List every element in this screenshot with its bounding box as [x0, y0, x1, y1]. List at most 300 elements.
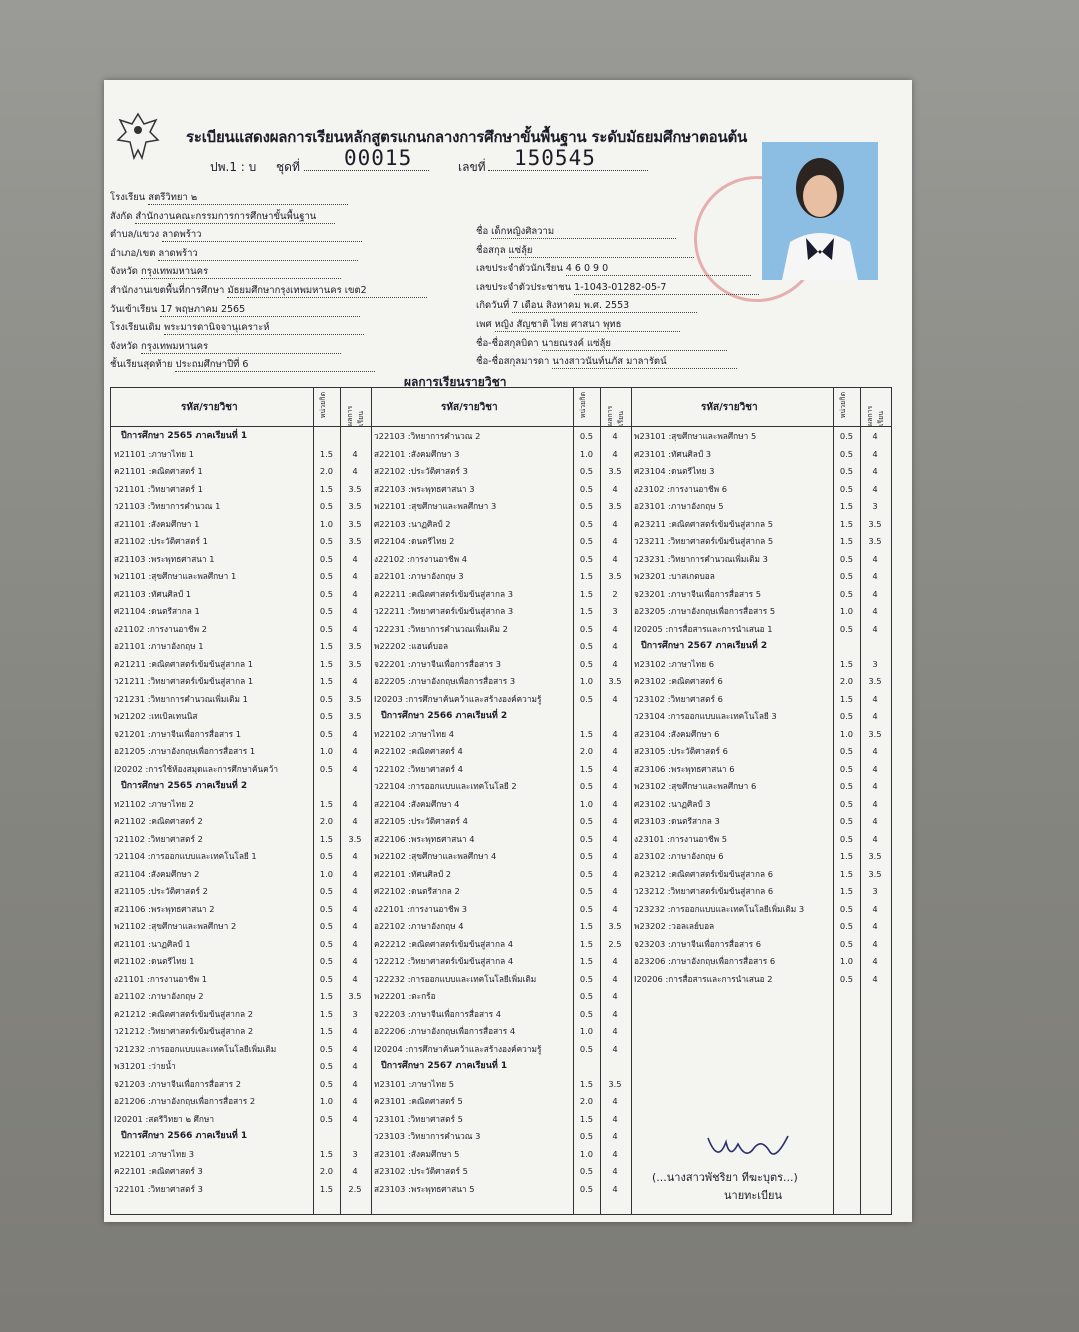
table-row	[111, 918, 371, 936]
credit-value: 2.0	[319, 816, 334, 826]
table-row	[371, 953, 631, 971]
credit-value: 1.5	[839, 693, 854, 704]
grade-value: 4	[352, 676, 358, 686]
subject-name: ส22104 :สังคมศึกษา 4	[374, 798, 460, 809]
info-line	[110, 359, 375, 372]
grade-value: 2.5	[608, 938, 622, 949]
grade-value: 4	[872, 553, 878, 564]
subject-name: ค23102 :คณิตศาสตร์ 6	[634, 676, 723, 686]
subject-name: จ23203 :ภาษาจีนเพื่อการสื่อสาร 6	[634, 938, 762, 949]
table-row	[631, 848, 891, 866]
credit-value: 0.5	[839, 431, 854, 441]
table-row	[371, 603, 631, 621]
grade-value: 4	[612, 1026, 618, 1036]
info-value: สตรีวิทยา ๒	[148, 192, 348, 205]
table-row	[371, 1146, 631, 1164]
subject-name: ง22102 :การงานอาชีพ 4	[374, 553, 468, 564]
table-row	[631, 446, 891, 464]
table-row	[631, 691, 891, 709]
grade-value: 2	[612, 588, 618, 599]
credit-value: 0.5	[579, 991, 594, 1001]
grade-value: 4	[612, 851, 618, 861]
subject-name: ว22231 :วิทยาการคำนวณเพิ่มเติม 2	[374, 623, 508, 634]
subject-name: ว21101 :วิทยาศาสตร์ 1	[114, 483, 203, 494]
subject-header: รหัส/รายวิชา	[441, 402, 498, 413]
credit-value: 1.0	[579, 676, 594, 686]
info-line	[110, 304, 360, 317]
credit-value: 1.0	[319, 1096, 334, 1106]
table-row	[111, 988, 371, 1006]
credit-value: 0.5	[839, 973, 854, 984]
credit-value: 0.5	[579, 693, 594, 704]
credit-header: หน่วยกิต	[839, 392, 847, 419]
table-row	[111, 1163, 371, 1181]
grade-value: 4	[352, 588, 358, 599]
table-row	[631, 901, 891, 919]
credit-value: 0.5	[579, 466, 594, 476]
subject-name: ท22101 :ภาษาไทย 3	[114, 1148, 194, 1159]
info-label: โรงเรียน	[110, 192, 146, 203]
subject-name: ว23102 :วิทยาศาสตร์ 6	[634, 693, 723, 704]
credit-value: 0.5	[839, 588, 854, 599]
grade-value: 4	[612, 763, 618, 774]
table-row	[371, 498, 631, 516]
credit-value: 0.5	[319, 606, 334, 616]
subject-name: อ21101 :ภาษาอังกฤษ 1	[114, 641, 204, 651]
table-row	[111, 1146, 371, 1164]
subject-name: ส23103 :พระพุทธศาสนา 5	[374, 1183, 475, 1194]
info-label: สังกัด	[110, 210, 133, 222]
table-row	[111, 481, 371, 499]
grade-value: 3.5	[348, 536, 362, 546]
grade-value: 3.5	[348, 641, 362, 651]
subject-name: อ22206 :ภาษาอังกฤษเพื่อการสื่อสาร 4	[374, 1026, 516, 1036]
grade-value: 3	[872, 886, 878, 896]
subject-name: ว23212 :วิทยาศาสตร์เข้มข้นสู่สากล 6	[634, 886, 774, 896]
subject-name: ส21101 :สังคมศึกษา 1	[114, 518, 200, 529]
grade-value: 3.5	[348, 501, 362, 511]
subject-name: ว22104 :การออกแบบและเทคโนโลยี 2	[374, 781, 517, 791]
table-row	[111, 848, 371, 866]
grade-value: 4	[612, 816, 618, 826]
subject-name: ว23232 :การออกแบบและเทคโนโลยีเพิ่มเติม 3	[634, 903, 805, 914]
table-row	[371, 901, 631, 919]
info-line	[110, 266, 341, 279]
info-value: 17 พฤษภาคม 2565	[160, 304, 360, 317]
table-row	[371, 813, 631, 831]
table-row	[371, 1006, 631, 1024]
credit-value: 0.5	[319, 973, 334, 984]
grades-column-2	[371, 388, 632, 1214]
credit-value: 0.5	[319, 1061, 334, 1071]
grade-value: 3.5	[348, 518, 362, 529]
subject-name: ว22232 :การออกแบบและเทคโนโลยีเพิ่มเติม	[374, 973, 537, 984]
document-title: ระเบียนแสดงผลการเรียนหลักสูตรแกนกลางการศึกษาขั้นพื้นฐาน ระดับมัธยมศึกษาตอนต้น	[186, 128, 748, 146]
table-row	[371, 1128, 631, 1146]
subject-name: ง21101 :การงานอาชีพ 1	[114, 973, 208, 984]
table-row	[371, 1041, 631, 1059]
table-row	[111, 498, 371, 516]
credit-value: 1.5	[319, 448, 334, 459]
grades-table	[110, 387, 892, 1215]
grade-value: 3.5	[608, 921, 622, 931]
subject-name: ค23101 :คณิตศาสตร์ 5	[374, 1096, 463, 1106]
subject-name: พ21202 :เทเบิลเทนนิส	[114, 711, 198, 721]
credit-value: 1.5	[319, 1148, 334, 1159]
table-row	[111, 1111, 371, 1129]
info-label: ชื่อ-ชื่อสกุลมารดา	[476, 356, 550, 368]
subject-name: ค23212 :คณิตศาสตร์เข้มข้นสู่สากล 6	[634, 868, 773, 879]
subject-name: ศ22102 :ดนตรีสากล 2	[374, 886, 460, 896]
credit-value: 2.0	[319, 1166, 334, 1176]
credit-value: 0.5	[319, 1113, 334, 1124]
grade-value: 3.5	[348, 991, 362, 1001]
subject-name: ท23101 :ภาษาไทย 5	[374, 1078, 454, 1089]
credit-value: 1.5	[579, 1113, 594, 1124]
subject-name: ศ23103 :ดนตรีสากล 3	[634, 816, 720, 826]
credit-value: 1.5	[839, 851, 854, 861]
info-line	[476, 319, 680, 332]
grade-value: 3.5	[608, 466, 622, 476]
info-value: 4 6 0 9 0	[566, 263, 751, 276]
grade-value: 3.5	[868, 518, 882, 529]
grade-value: 4	[612, 973, 618, 984]
term-heading	[111, 1128, 371, 1146]
credit-value: 0.5	[839, 781, 854, 791]
table-rows	[371, 428, 631, 1198]
info-value: หญิง สัญชาติ ไทย ศาสนา พุทธ	[495, 319, 680, 332]
subject-name: ท22102 :ภาษาไทย 4	[374, 728, 454, 739]
subject-name: พ23201 :บาสเกตบอล	[634, 571, 715, 581]
info-value: 7 เดือน สิงหาคม พ.ศ. 2553	[512, 300, 697, 313]
info-label: จังหวัด	[110, 340, 138, 352]
grade-value: 4	[872, 833, 878, 844]
table-row	[371, 831, 631, 849]
table-row	[631, 551, 891, 569]
credit-value: 0.5	[839, 746, 854, 756]
info-value: สำนักงานคณะกรรมการการศึกษาขั้นพื้นฐาน	[135, 211, 335, 224]
info-value: เด็กหญิงศิลวาม	[491, 226, 676, 239]
info-value: ลาดพร้าว	[162, 229, 362, 242]
info-value: แซ่ลุ้ย	[509, 245, 694, 258]
subject-name: ง22101 :การงานอาชีพ 3	[374, 903, 468, 914]
table-row	[111, 621, 371, 639]
credit-value: 1.5	[579, 938, 594, 949]
subject-name: ค23211 :คณิตศาสตร์เข้มข้นสู่สากล 5	[634, 518, 773, 529]
credit-value: 1.5	[839, 658, 854, 669]
subject-name: ส21102 :ประวัติศาสตร์ 1	[114, 536, 208, 546]
credit-value: 1.0	[319, 868, 334, 879]
grade-value: 3.5	[348, 483, 362, 494]
subject-name: จ21201 :ภาษาจีนเพื่อการสื่อสาร 1	[114, 728, 242, 739]
table-row	[371, 638, 631, 656]
record-number: 150545	[488, 146, 648, 171]
grade-value: 4	[612, 1183, 618, 1194]
subject-name: พ22102 :สุขศึกษาและพลศึกษา 4	[374, 851, 497, 861]
table-row	[631, 603, 891, 621]
subject-name: ศ23102 :นาฏศิลป์ 3	[634, 798, 711, 809]
credit-value: 0.5	[319, 623, 334, 634]
table-row	[631, 866, 891, 884]
table-row	[111, 1076, 371, 1094]
subject-name: อ23206 :ภาษาอังกฤษเพื่อการสื่อสาร 6	[634, 956, 776, 966]
info-value: กรุงเทพมหานคร	[141, 266, 341, 279]
credit-value: 0.5	[319, 938, 334, 949]
grade-value: 4	[352, 728, 358, 739]
grade-value: 4	[352, 886, 358, 896]
grade-value: 4	[352, 571, 358, 581]
subject-name: ศ21104 :ดนตรีสากล 1	[114, 606, 200, 616]
table-row	[631, 813, 891, 831]
signature-mark	[704, 1130, 794, 1164]
info-line	[476, 356, 737, 369]
info-label: จังหวัด	[110, 266, 138, 278]
credit-value: 1.0	[579, 798, 594, 809]
subject-name: พ23101 :สุขศึกษาและพลศึกษา 5	[634, 431, 757, 441]
table-row	[631, 656, 891, 674]
table-row	[631, 971, 891, 989]
table-rows	[111, 428, 371, 1198]
result-header: ผลการเรียน	[346, 405, 365, 426]
subject-name: อ22205 :ภาษาอังกฤษเพื่อการสื่อสาร 3	[374, 676, 516, 686]
grade-value: 4	[612, 431, 618, 441]
grade-value: 4	[352, 466, 358, 476]
subject-name: I20203 :การศึกษาค้นคว้าและสร้างองค์ความรู้	[374, 693, 542, 704]
subject-name: I20201 :สตรีวิทยา ๒ ศึกษา	[114, 1113, 214, 1124]
info-label: ชั้นเรียนสุดท้าย	[110, 359, 173, 371]
registrar-name: (...นางสาวพัชริยา ทีฆะบุตร...)	[652, 1171, 798, 1184]
grade-value: 4	[612, 483, 618, 494]
subject-name: ว22211 :วิทยาศาสตร์เข้มข้นสู่สากล 3	[374, 606, 514, 616]
credit-value: 1.5	[579, 588, 594, 599]
credit-value: 0.5	[579, 851, 594, 861]
table-row	[111, 761, 371, 779]
credit-value: 1.5	[319, 658, 334, 669]
grade-value: 4	[612, 536, 618, 546]
subject-name: อ23205 :ภาษาอังกฤษเพื่อการสื่อสาร 5	[634, 606, 776, 616]
grade-value: 4	[612, 1131, 618, 1141]
subject-name: ศ22103 :นาฏศิลป์ 2	[374, 518, 451, 529]
grade-value: 4	[352, 938, 358, 949]
credit-value: 1.5	[319, 676, 334, 686]
grade-value: 4	[352, 1043, 358, 1054]
subject-name: ว21102 :วิทยาศาสตร์ 2	[114, 833, 203, 844]
credit-value: 0.5	[579, 483, 594, 494]
subject-name: อ22102 :ภาษาอังกฤษ 4	[374, 921, 464, 931]
table-row	[631, 621, 891, 639]
grade-value: 4	[612, 991, 618, 1001]
grade-value: 4	[352, 956, 358, 966]
grade-value: 4	[872, 956, 878, 966]
subject-name: จ23201 :ภาษาจีนเพื่อการสื่อสาร 5	[634, 588, 762, 599]
credit-value: 1.5	[579, 763, 594, 774]
subject-name: I20204 :การศึกษาค้นคว้าและสร้างองค์ความรู้	[374, 1043, 542, 1054]
credit-value: 1.0	[579, 448, 594, 459]
table-row	[631, 936, 891, 954]
credit-value: 0.5	[839, 833, 854, 844]
credit-value: 1.0	[319, 518, 334, 529]
info-line	[110, 211, 335, 224]
subject-name: ปีการศึกษา 2567 ภาคเรียนที่ 1	[381, 1061, 508, 1071]
credit-value: 0.5	[839, 466, 854, 476]
credit-value: 0.5	[839, 903, 854, 914]
credit-value: 1.5	[839, 501, 854, 511]
table-row	[111, 936, 371, 954]
subject-name: ส21103 :พระพุทธศาสนา 1	[114, 553, 215, 564]
grade-value: 4	[872, 781, 878, 791]
grade-value: 3	[872, 501, 878, 511]
credit-value: 0.5	[319, 956, 334, 966]
credit-value: 1.5	[579, 571, 594, 581]
credit-value: 1.5	[319, 483, 334, 494]
grade-value: 3.5	[348, 658, 362, 669]
table-row	[631, 568, 891, 586]
grade-value: 4	[612, 1008, 618, 1019]
table-row	[111, 1093, 371, 1111]
table-row	[631, 481, 891, 499]
grade-value: 4	[612, 448, 618, 459]
subject-name: ส21104 :สังคมศึกษา 2	[114, 868, 200, 879]
credit-value: 0.5	[579, 553, 594, 564]
grade-value: 4	[872, 623, 878, 634]
credit-value: 1.5	[839, 518, 854, 529]
table-row	[111, 1058, 371, 1076]
grade-value: 3.5	[868, 728, 882, 739]
info-label: อำเภอ/เขต	[110, 247, 156, 259]
subject-name: อ22101 :ภาษาอังกฤษ 3	[374, 571, 464, 581]
table-row	[111, 866, 371, 884]
credit-value: 1.0	[839, 606, 854, 616]
info-line	[110, 248, 358, 261]
table-row	[111, 673, 371, 691]
table-row	[631, 761, 891, 779]
table-row	[111, 1006, 371, 1024]
subject-name: ปีการศึกษา 2565 ภาคเรียนที่ 1	[121, 431, 248, 441]
subject-name: ส22102 :ประวัติศาสตร์ 3	[374, 466, 468, 476]
credit-value: 0.5	[319, 903, 334, 914]
info-value: ประถมศึกษาปีที่ 6	[175, 359, 375, 372]
table-row	[111, 463, 371, 481]
credit-value: 0.5	[579, 973, 594, 984]
subject-name: ปีการศึกษา 2566 ภาคเรียนที่ 1	[121, 1131, 248, 1141]
credit-value: 0.5	[579, 886, 594, 896]
table-row	[111, 743, 371, 761]
term-heading	[371, 708, 631, 726]
subject-name: จ22201 :ภาษาจีนเพื่อการสื่อสาร 3	[374, 658, 502, 669]
credit-value: 0.5	[319, 501, 334, 511]
table-row	[111, 516, 371, 534]
table-row	[111, 638, 371, 656]
grade-value: 3.5	[348, 833, 362, 844]
term-heading	[111, 778, 371, 796]
table-row	[111, 691, 371, 709]
set-number: 00015	[304, 146, 429, 171]
subject-name: ค22211 :คณิตศาสตร์เข้มข้นสู่สากล 3	[374, 588, 513, 599]
grade-value: 4	[612, 903, 618, 914]
credit-value: 0.5	[839, 553, 854, 564]
term-heading	[111, 428, 371, 446]
grade-value: 4	[872, 746, 878, 756]
grade-value: 4	[352, 851, 358, 861]
credit-value: 0.5	[319, 711, 334, 721]
grade-value: 3.5	[868, 851, 882, 861]
subject-name: ส22105 :ประวัติศาสตร์ 4	[374, 816, 468, 826]
table-row	[371, 866, 631, 884]
table-header	[111, 388, 371, 427]
info-line	[110, 229, 362, 242]
grade-value: 4	[612, 1043, 618, 1054]
credit-value: 0.5	[839, 711, 854, 721]
grade-value: 4	[352, 448, 358, 459]
subject-name: ศ21103 :ทัศนศิลป์ 1	[114, 588, 192, 599]
credit-value: 1.5	[579, 921, 594, 931]
grade-value: 4	[612, 746, 618, 756]
table-row	[371, 1163, 631, 1181]
credit-value: 0.5	[839, 571, 854, 581]
subject-name: ปีการศึกษา 2565 ภาคเรียนที่ 2	[121, 781, 248, 791]
table-row	[111, 971, 371, 989]
credit-header: หน่วยกิต	[319, 392, 327, 419]
table-row	[371, 568, 631, 586]
subject-name: ส22106 :พระพุทธศาสนา 4	[374, 833, 475, 844]
subject-name: ว21211 :วิทยาศาสตร์เข้มข้นสู่สากล 1	[114, 676, 254, 686]
grade-value: 4	[612, 868, 618, 879]
subject-header: รหัส/รายวิชา	[181, 402, 238, 413]
credit-value: 1.5	[579, 1078, 594, 1089]
subject-name: ส23106 :พระพุทธศาสนา 6	[634, 763, 735, 774]
credit-value: 1.5	[579, 606, 594, 616]
credit-value: 0.5	[579, 501, 594, 511]
grade-value: 4	[612, 798, 618, 809]
table-row	[111, 796, 371, 814]
credit-value: 1.5	[839, 886, 854, 896]
subject-name: ว22102 :วิทยาศาสตร์ 4	[374, 763, 463, 774]
info-line	[476, 226, 676, 239]
table-rows	[631, 428, 891, 988]
subject-name: พ21102 :สุขศึกษาและพลศึกษา 2	[114, 921, 237, 931]
subject-header: รหัส/รายวิชา	[701, 402, 758, 413]
table-row	[111, 708, 371, 726]
info-line	[476, 282, 759, 295]
subject-name: พ23202 :วอลเลย์บอล	[634, 921, 715, 931]
subject-name: ท21102 :ภาษาไทย 2	[114, 798, 194, 809]
grade-value: 4	[352, 816, 358, 826]
subject-name: ว21232 :การออกแบบและเทคโนโลยีเพิ่มเติม	[114, 1043, 277, 1054]
grade-value: 3.5	[608, 1078, 622, 1089]
result-header: ผลการเรียน	[606, 405, 625, 426]
number-label: เลขที่	[458, 160, 486, 174]
grade-value: 4	[872, 588, 878, 599]
table-row	[371, 743, 631, 761]
info-label: สำนักงานเขตพื้นที่การศึกษา	[110, 285, 225, 296]
grade-value: 3.5	[348, 711, 362, 721]
table-row	[371, 673, 631, 691]
credit-value: 0.5	[319, 1078, 334, 1089]
credit-value: 0.5	[579, 833, 594, 844]
info-line	[110, 192, 348, 205]
subject-name: ศ22104 :ดนตรีไทย 2	[374, 536, 455, 546]
credit-value: 0.5	[319, 693, 334, 704]
credit-value: 0.5	[319, 536, 334, 546]
subject-name: ว22103 :วิทยาการคำนวณ 2	[374, 431, 481, 441]
grade-value: 3.5	[608, 501, 622, 511]
grade-value: 4	[352, 606, 358, 616]
table-row	[111, 1023, 371, 1041]
subject-name: อ21206 :ภาษาอังกฤษเพื่อการสื่อสาร 2	[114, 1096, 256, 1106]
table-row	[631, 796, 891, 814]
credit-value: 0.5	[579, 1131, 594, 1141]
credit-value: 0.5	[319, 886, 334, 896]
